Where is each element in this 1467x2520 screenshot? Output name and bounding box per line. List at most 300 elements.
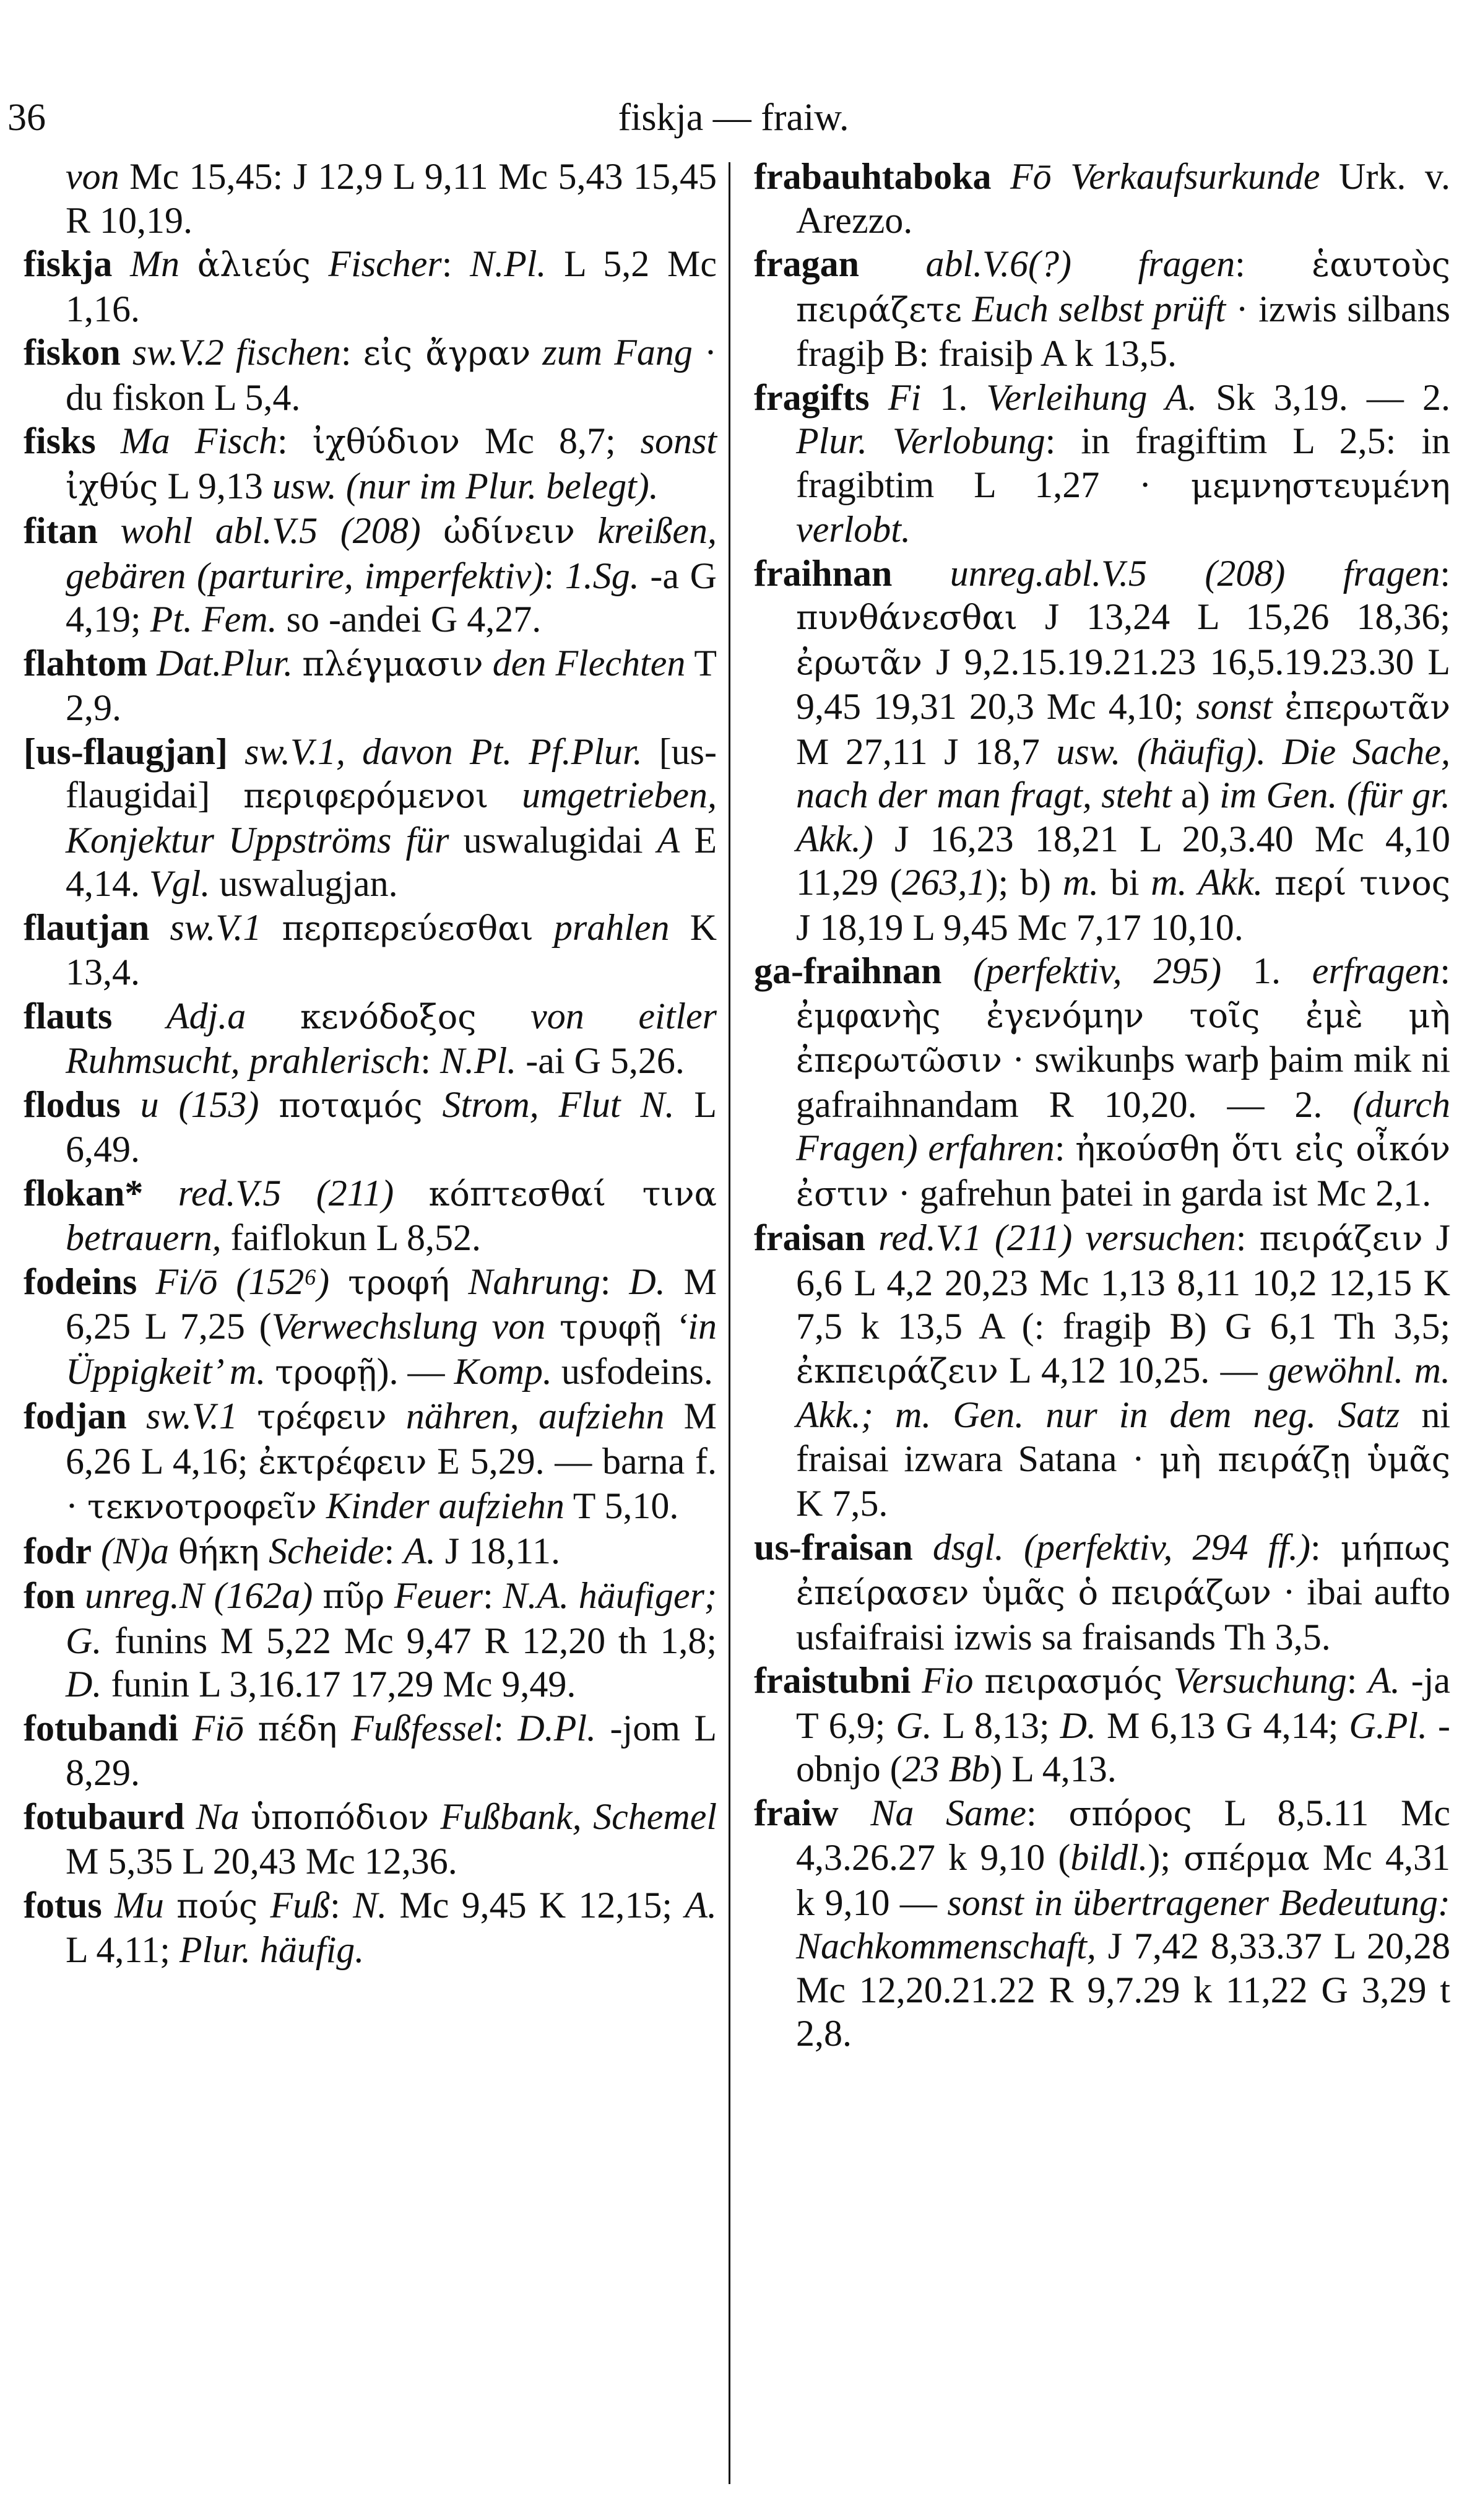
entry-text: : [384,1530,404,1571]
greek-text: ποταμός [279,1085,423,1125]
entry-text: : [600,1261,630,1302]
entry-text: -ai G 5,26. [516,1040,685,1081]
entry-text: kreißen, gebären (parturire, imperfektiv) [66,510,717,596]
dictionary-entry [754,242,1450,376]
entry-text [662,1306,676,1347]
entry-text: ); b) [985,862,1063,903]
entry-text: : [1440,950,1451,991]
entry-text: A. [404,1530,436,1571]
headword: fraiw [754,1792,839,1833]
entry-text: K 7,5. [796,1483,888,1524]
greek-text: εἰς ἄγραν [363,334,531,373]
entry-text [259,1084,279,1125]
entry-text: M 6,13 G 4,14; [1096,1705,1349,1746]
entry-text [429,1796,440,1837]
entry-text [313,1575,322,1616]
entry-text: G.Pl. [1349,1705,1428,1746]
entry-text: N.Pl. [470,243,547,284]
entry-text: (N)a [100,1530,169,1571]
greek-text: ἐκπειράζειν [796,1351,998,1391]
entry-text: Na Same [870,1792,1027,1833]
column-divider [729,162,730,2484]
entry-text [1263,862,1274,903]
entry-text: gewöhnl. m. Akk.; m. Gen. nur in dem neg. Satz [796,1349,1450,1435]
entry-text [1162,1660,1174,1701]
dictionary-entry [24,1083,717,1171]
greek-text: περιφερόμενοι [243,776,489,815]
greek-text: πλέγμασιν [302,644,483,684]
entry-text: J 18,19 L 9,45 Mc 7,17 10,10. [796,906,1244,948]
entry-text [98,510,121,551]
entry-text: Kinder aufziehn [326,1485,565,1526]
entry-text [534,907,554,948]
entry-text: Scheide [268,1530,384,1571]
greek-text: ἑαυτοὺς πειράζετε [796,245,1450,329]
entry-text: faiflokun L 8,52. [221,1217,481,1258]
entry-text: dsgl. (perfektiv, 294 ff.) [932,1526,1310,1568]
dictionary-entry [24,331,717,419]
entry-text [121,1084,141,1125]
greek-text: τροφῇ [275,1352,377,1392]
dictionary-entry [24,419,717,509]
entry-text [184,1796,196,1837]
entry-text: · swikunþs warþ þaim mik ni gafraihnandam R 10,20. — 2. [796,1039,1450,1125]
dictionary-entry [24,1394,717,1529]
entry-text [941,950,973,991]
entry-text [143,1173,178,1214]
entry-text: -obnjo ( [796,1705,1450,1789]
entry-text: sonst [1196,686,1273,727]
headword: fragan [754,243,859,284]
greek-text: ἐπερωτᾶν [1284,688,1451,727]
entry-text: J 9,2.15.19.21.23 16,5.19.23.30 L 9,45 19,31 20,3 Mc 4,10; [796,641,1450,727]
entry-text [127,1396,146,1436]
entry-text: [us-flaugidai] [66,731,717,815]
entry-text: Fio [922,1660,974,1701]
greek-text: τροφή [348,1262,450,1302]
entry-text: 23 Bb [902,1749,990,1789]
entry-text: wohl abl.V.5 (208) [120,510,421,551]
entry-text: L 4,12 10,25. — [998,1349,1268,1391]
dictionary-entry [24,1706,717,1795]
entry-text: nähren, aufziehn [405,1396,665,1436]
entry-text [870,377,888,418]
entry-text: K 13,4. [66,906,717,993]
dictionary-entry [24,1171,717,1260]
entry-text: J 6,6 L 4,2 20,23 Mc 1,13 8,11 10,2 12,15 K 7,5 k 13,5 A (: fragiþ B) G 6,1 Th 3,5; [796,1217,1450,1347]
entry-text: : [340,332,363,373]
entry-text: 1. [1221,950,1312,991]
entry-text: E 4,14. [66,819,717,904]
entry-text: : [1310,1526,1341,1568]
entry-text: : [441,243,470,284]
entry-text: M 5,35 L 20,43 Mc 12,36. [66,1841,457,1882]
entry-text: verlobt. [796,509,911,550]
greek-text: ἰχθύδιον [312,422,460,461]
entry-text: A [657,819,680,861]
entry-text: G. [896,1705,932,1746]
entry-text: -a G 4,19; [66,555,717,640]
entry-text: m. Akk. [1151,862,1263,903]
entry-text: L 6,49. [66,1084,717,1170]
entry-text [421,510,444,551]
entry-text [169,1531,178,1571]
entry-text: bildl. [1070,1837,1148,1878]
entry-text: Ma Fisch [120,420,278,461]
entry-text: M 27,11 J 18,7 [796,731,1057,772]
entry-text [75,1575,85,1616]
entry-text: T 5,10. [564,1485,679,1526]
entry-text [449,1261,468,1302]
entry-text: sonst [640,420,717,461]
greek-text: κόπτεσθαί τινα [428,1174,717,1214]
greek-text: σπόρος [1068,1794,1192,1833]
entry-text: Verwechslung von [271,1306,546,1347]
dictionary-entry [754,1526,1450,1659]
entry-text: von eitler Ruhmsucht, prahlerisch [66,995,717,1081]
dictionary-entry [754,949,1450,1216]
entry-text [112,996,167,1036]
entry-text [102,1885,115,1926]
entry-text: Mc 9,45 K 12,15; [387,1884,685,1926]
entry-text: funin L 3,16.17 17,29 Mc 9,49. [102,1664,576,1705]
entry-text: 1. [921,376,987,418]
entry-text: E 5,29. — barna f. · [66,1440,717,1526]
entry-text: unreg.abl.V.5 (208) fragen [950,552,1440,594]
entry-text: ‘in Üppigkeit’ m. [66,1306,717,1392]
entry-text: a) [1171,775,1220,815]
entry-text [228,731,244,772]
entry-text [164,1885,176,1926]
headword: fotubaurd [24,1796,185,1837]
entry-text [384,1575,394,1616]
entry-text: : [420,1040,440,1081]
entry-text: Mc 15,45: J 12,9 L 9,11 Mc 5,43 15,45 R 10,19. [66,156,717,241]
entry-text: Dat.Plur. [157,642,293,684]
headword: fraihnan [754,552,893,594]
entry-text: usw. (häufig). Die Sache, nach der man fragt, steht [796,731,1450,815]
entry-text: · ibai aufto usfaifraisi izwis sa fraisands Th 3,5. [796,1571,1450,1658]
greek-text: περπερεύεσθαι [282,908,534,948]
greek-text: τρυφῇ [560,1308,662,1347]
headword: fraisan [754,1217,865,1258]
entry-text: prahlen [553,906,670,948]
entry-text: D. [629,1261,665,1302]
greek-text: πυνθάνεσθαι [796,598,1018,637]
entry-text [121,332,132,373]
entry-text: : [277,420,313,461]
entry-text [180,243,197,284]
entry-text: Sk 3,19. — 2. [1197,376,1451,418]
entry-text [240,1796,251,1837]
entry-text [178,1708,193,1749]
dictionary-entry [754,1216,1450,1526]
entry-text [329,1261,348,1302]
greek-text: ἠκούσθη ὅτι εἰς οἶκόν ἐστιν [796,1129,1451,1214]
entry-text: m. [1062,862,1099,903]
entry-text: D. [1060,1705,1097,1746]
entry-text: ) L 4,13. [990,1749,1117,1789]
page-number: 36 [7,97,46,139]
entry-text [913,1527,933,1568]
entry-text: Nahrung [468,1261,600,1302]
entry-text: umgetrieben, Konjektur Uppströms für [66,775,717,861]
headword: fodr [24,1530,92,1571]
greek-text: ἐμφανὴς ἐγενόμην τοῖς ἐμὲ μὴ ἐπερωτῶσιν [796,996,1450,1080]
entry-text [545,1306,560,1347]
entry-text: sonst in übertragener Bedeutung: Nachkommenschaft, [796,1882,1450,1966]
entry-text: D. [66,1664,102,1705]
entry-text: M 6,26 L 4,16; [66,1396,717,1482]
entry-text [337,1708,352,1749]
entry-text: : [1235,243,1312,284]
entry-text: A. [685,1884,717,1926]
entry-text: · du fiskon L 5,4. [66,332,717,418]
greek-text: τεκνοτροφεῖν [87,1487,317,1526]
entry-text: ni fraisai izwara Satana · [796,1394,1450,1479]
greek-text: πέδη [257,1709,337,1749]
dictionary-entry [24,906,717,994]
entry-text [859,243,925,284]
dictionary-entry [754,155,1450,242]
entry-text: betrauern, [66,1217,222,1258]
entry-text [147,643,157,684]
entry-text [488,775,522,815]
entry-text: : [1440,552,1450,594]
entry-text: Fiō [192,1707,244,1749]
entry-text: N. [353,1884,387,1926]
entry-text: Fußbank, Schemel [440,1796,717,1837]
entry-text: so -andei G 4,27. [277,599,542,640]
greek-text: περί τινος [1274,864,1450,903]
entry-text: Versuchung [1173,1660,1347,1701]
greek-text: τρέφειν [257,1397,387,1436]
entry-text: unreg.N (162a) [85,1575,313,1616]
entry-text: : [1346,1660,1369,1701]
dictionary-entry [24,994,717,1083]
entry-text [839,1792,871,1833]
entry-text: u (153) [140,1084,259,1125]
entry-text: von [66,156,119,197]
entry-text [149,907,170,948]
entry-text: den Flechten [492,642,686,684]
entry-text: -ja T 6,9; [796,1660,1450,1746]
entry-text: Fuß [270,1884,331,1926]
entry-text: Fußfessel [351,1707,494,1749]
dictionary-entry [24,509,717,641]
entry-text: N.A. häufiger; G. [66,1575,717,1661]
entry-text: · gafrehun þatei in garda ist Mc 2,1. [888,1172,1432,1214]
entry-text: red.V.1 (211) versuchen [878,1217,1236,1258]
page-header [0,93,1467,142]
entry-text: : [330,1884,353,1926]
entry-text: erfragen [1312,950,1440,991]
entry-text [1273,686,1285,727]
greek-text: πειράζειν [1259,1219,1423,1258]
entry-text [246,996,300,1036]
entry-text [266,1351,275,1392]
dictionary-entry [24,1883,717,1972]
greek-text: μεμνηστευμένη [1190,466,1450,505]
entry-text [317,1485,326,1526]
entry-text [96,420,121,461]
entry-text: sw.V.1 [146,1396,238,1436]
entry-text: sw.V.2 fischen [132,332,341,373]
entry-text [991,156,1010,197]
entry-text: Adj.a [166,995,246,1036]
entry-text [575,510,598,551]
entry-text: Feuer [394,1575,483,1616]
headword: fitan [24,510,98,551]
dictionary-entry [24,1260,717,1395]
entry-text: L 8,5.11 Mc 4,3.26.27 k 9,10 ( [796,1792,1451,1878]
entry-text: (perfektiv, 295) [973,950,1222,991]
entry-text [892,553,950,594]
headword: fiskja [24,243,113,284]
entry-text: (durch Fragen) erfahren [796,1084,1450,1168]
headword: fragifts [754,376,870,418]
headword: fotus [24,1884,102,1926]
entry-text: L 4,11; [66,1929,180,1970]
greek-text: μήπως ἐπείρασεν ὑμᾶς ὁ πειράζων [796,1528,1451,1612]
entry-text: Plur. Verlobung [796,420,1045,461]
right-column [754,155,1450,2056]
entry-text: · izwis silbans fragiþ B: fraisiþ A k 13,5. [796,288,1450,374]
headword: fiskon [24,332,121,373]
entry-text: sw.V.1 [170,906,262,948]
entry-text [974,1660,985,1701]
entry-text: L 9,13 [158,465,272,506]
entry-text: red.V.5 (211) [178,1172,394,1214]
dictionary-entry [24,730,717,906]
entry-text [911,1660,922,1701]
entry-text [244,1708,258,1749]
entry-text: im Gen. (für gr. Akk.) [796,775,1450,859]
greek-text: κενόδοξος [300,997,477,1036]
entry-text: Mc 4,31 k 9,10 — [796,1837,1451,1923]
headword: fotubandi [24,1707,179,1749]
entry-text [259,1531,269,1571]
entry-text: N.Pl. [439,1040,517,1081]
entry-text: : [493,1707,518,1749]
entry-text: J 18,11. [435,1530,560,1571]
entry-text [257,1885,270,1926]
headword: [us-flaugjan] [24,731,228,772]
entry-text: Fi/ō (152⁶) [155,1261,330,1302]
headword: flahtom [24,642,147,684]
left-column [24,155,717,1972]
headword: fraistubni [754,1660,911,1701]
entry-text [387,1396,406,1436]
entry-text: uswalugjan. [210,863,398,904]
entry-text: Verleihung A. [986,376,1198,418]
entry-text: T 2,9. [66,642,717,728]
entry-text: Plur. häufig. [179,1929,365,1970]
headword: flauts [24,995,113,1036]
greek-text: μὴ πειράζῃ ὑμᾶς [1159,1440,1450,1479]
entry-text: bi [1099,862,1151,903]
entry-text: 263,1 [902,862,986,903]
entry-text: usw. (nur im Plur. belegt). [272,465,659,506]
entry-text: Urk. v. Arezzo. [796,156,1450,241]
entry-text [530,332,542,373]
entry-text: L 8,13; [932,1705,1060,1746]
entry-text: : [483,1575,503,1616]
entry-text: : [1054,1127,1076,1168]
dictionary-entry [24,1795,717,1883]
greek-text: πῦρ [322,1577,385,1616]
entry-text: : [1235,1217,1260,1258]
greek-text: θήκη [178,1532,259,1571]
entry-text: Mu [114,1884,164,1926]
headword: fodeins [24,1261,137,1302]
greek-text: ἐκτρέφειν [258,1442,427,1482]
dictionary-entry [754,376,1450,552]
entry-text: Fi [888,376,922,418]
greek-text: ἐρωτᾶν [796,643,922,682]
greek-text: πειρασμός [984,1662,1162,1701]
entry-text: Mc 8,7; [459,420,641,461]
entry-text [261,907,282,948]
entry-text [962,289,972,329]
entry-text: J 13,24 L 15,26 18,36; [1017,596,1450,637]
entry-text: Pt. Fem. [150,599,277,640]
entry-text: Komp. [454,1350,552,1392]
entry-text: A. [1368,1660,1400,1701]
greek-text: ἁλιεύς [197,245,311,284]
entry-text: -jom L 8,29. [66,1707,717,1793]
entry-text [92,1531,101,1571]
headword: flodus [24,1084,121,1125]
entry-text: Euch selbst prüft [972,288,1226,329]
entry-text [477,996,531,1036]
dictionary-entry [24,155,717,242]
headword: flautjan [24,906,150,948]
headword: flokan* [24,1172,144,1214]
dictionary-entry [24,242,717,331]
greek-text: ἰχθύς [66,467,158,506]
entry-text: ); [1148,1837,1184,1878]
entry-text [112,243,130,284]
dictionary-entry [24,641,717,730]
greek-text: ὑποπόδιον [251,1797,429,1837]
entry-text: funins M 5,22 Mc 9,47 R 12,20 th 1,8; [102,1620,717,1661]
entry-text: J 16,23 18,21 L 20,3.40 Mc 4,10 11,29 ( [796,818,1450,903]
entry-text [137,1261,155,1302]
entry-text: Vgl. [149,863,210,904]
entry-text: : in fragiftim L 2,5: in fragibtim L 1,27 · [796,420,1451,505]
entry-text: Strom, Flut N. [442,1084,675,1125]
entry-text: Na [196,1796,240,1837]
entry-text: D.Pl. [517,1707,597,1749]
running-head: fiskja — fraiw. [618,97,849,139]
entry-text: sw.V.1, davon Pt. Pf.Plur. [244,731,643,772]
entry-text [238,1396,257,1436]
entry-text: J 7,42 8,33.37 L 20,28 Mc 12,20.21.22 R 9,7.29 k 11,22 G 3,29 t 2,8. [796,1926,1450,2054]
entry-text: Fō Verkaufsurkunde [1010,156,1320,197]
entry-text: Fischer [328,243,442,284]
headword: fisks [24,420,96,461]
headword: ga-fraihnan [754,950,942,991]
entry-text: zum Fang [542,332,693,373]
entry-text: abl.V.6(?) fragen [925,243,1235,284]
dictionary-entry [24,1574,717,1706]
headword: fodjan [24,1396,127,1436]
entry-text [394,1173,428,1214]
entry-text: ). — [376,1350,454,1392]
entry-text: : [543,555,565,596]
greek-text: ὠδίνειν [443,512,575,551]
